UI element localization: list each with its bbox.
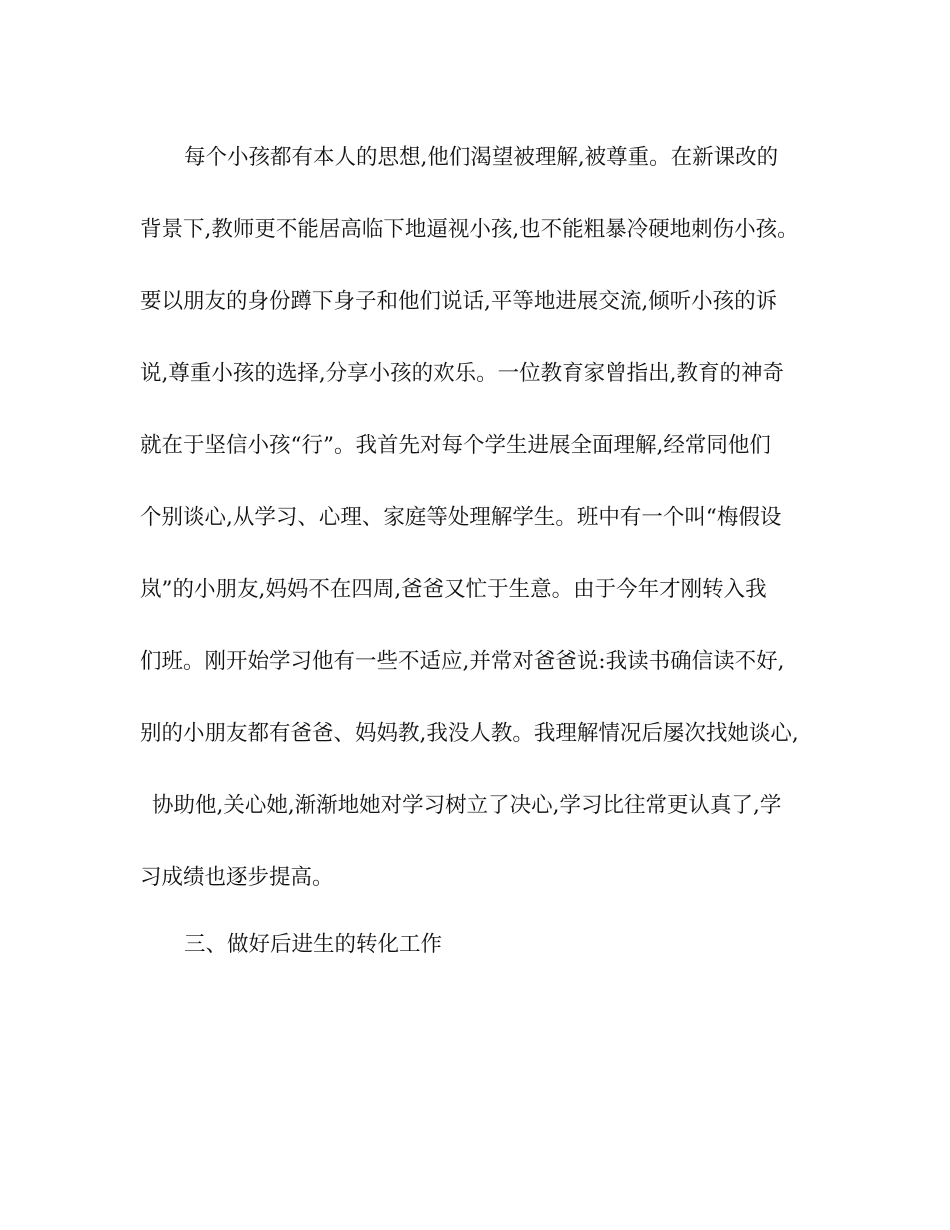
paragraph-line: 要以朋友的身份蹲下身子和他们说话,平等地进展交流,倾听小孩的诉 [140, 289, 778, 314]
paragraph-line: 每个小孩都有本人的思想,他们渴望被理解,被尊重。在新课改的 [184, 145, 779, 170]
paragraph-line: 协助他,关心她,渐渐地她对学习树立了决心,学习比往常更认真了,学 [152, 793, 782, 818]
section-heading: 三、做好后进生的转化工作 [184, 932, 443, 957]
paragraph-line: 个别谈心,从学习、心理、家庭等处理解学生。班中有一个叫“梅假设 [140, 505, 782, 530]
paragraph-line: 岚”的小朋友,妈妈不在四周,爸爸又忙于生意。由于今年才刚转入我 [140, 577, 767, 602]
paragraph-line: 说,尊重小孩的选择,分享小孩的欢乐。一位教育家曾指出,教育的神奇 [140, 361, 785, 386]
paragraph-line: 就在于坚信小孩“行”。我首先对每个学生进展全面理解,经常同他们 [140, 433, 771, 458]
paragraph-line: 背景下,教师更不能居高临下地逼视小孩,也不能粗暴冷硬地刺伤小孩。 [140, 217, 799, 242]
paragraph-line: 们班。刚开始学习他有一些不适应,并常对爸爸说:我读书确信读不好, [140, 649, 785, 674]
paragraph-line: 别的小朋友都有爸爸、妈妈教,我没人教。我理解情况后屡次找她谈心, [140, 721, 799, 746]
paragraph-line: 习成绩也逐步提高。 [140, 865, 334, 890]
